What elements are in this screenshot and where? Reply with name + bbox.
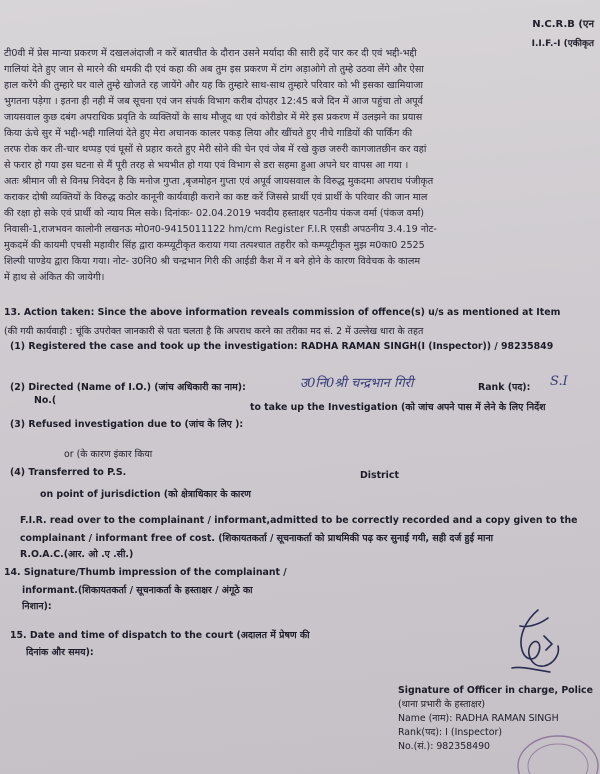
body-line: अतः श्रीमान जी से विनम्र निवेदन है कि मनोज गुप्ता ,बृजमोहन गुप्ता एवं अपूर्व जायसवाल के विरुद्ध मुकदमा अपराध पंजीकृत xyxy=(4,176,434,187)
rank-label: Rank (पद): xyxy=(478,382,531,393)
dispatch-line2: दिनांक और समय): xyxy=(26,647,94,658)
body-line: से फरार हो गया इस घटना से मैं पूरी तरह से भयभीत हो गया एवं विभाग से डरा सहमा हुआ अपने घर वापस आ गया । xyxy=(4,160,409,171)
io-name-handwritten: उ0नि0श्री चन्द्रभान गिरी xyxy=(300,376,414,391)
seal-stamp-icon xyxy=(510,720,600,774)
officer-name: Name (नाम): RADHA RAMAN SINGH xyxy=(398,713,559,724)
body-line: की रक्षा हो सके एवं प्रार्थी को न्याय मिल सके। दिनांकः- 02.04.2019 भवदीय हस्ताक्षर पठनीय पंकज वर्मा (पंकज वर्मा) xyxy=(4,208,424,219)
officer-rank: Rank(पद): I (Inspector) xyxy=(398,727,502,738)
signature-item-line1: 14. Signature/Thumb impression of the complainant / xyxy=(4,567,287,578)
body-line: कराकर दोषी व्यक्तियों के विरुद्ध कठोर कानूनी कार्यवाही कराने का कष्ट करें जिससे प्रार्थी एवं प्रार्थी के परिवार की जान माल xyxy=(4,192,428,203)
body-line: जायसवाल कुछ दबंग अपराधिक प्रवृति के व्यक्तियों के साथ मौजूद था एवं कोरीडोर में मेरे इस प्रकरण में उलझने का प्रयास xyxy=(4,112,423,123)
body-line: मुकदमें की कायमी एचसी महावीर सिंह द्वारा कम्प्यूटीकृत कराया गया तत्पश्चात तहरीर को कम्प्यूटीकृत मुझ म0का0 2525 xyxy=(4,240,425,251)
officer-signature-image xyxy=(500,606,570,678)
jurisdiction: on point of jurisdiction (को क्षेत्राधिकार के कारण xyxy=(40,489,251,500)
action-taken-hindi: (की गयी कार्यवाही : चूंकि उपरोक्त जानकारी से पता चलता है कि अपराध करने का तरीका मद सं. 2 में उल्लेख धारा के तहत xyxy=(4,326,424,337)
directed-label: (2) Directed (Name of I.O.) (जांच अधिकारी का नाम): xyxy=(10,382,246,393)
body-line: हाल करेंगे की तुम्हारे घर वाले तुम्हे खोजते रह जायेंगे और यह कि तुम्हारे साथ-साथ तुम्हारे परिवार को भी इसका खामियाजा xyxy=(4,80,423,91)
form-code: I.I.F.-I (एकीकृत xyxy=(531,39,594,49)
body-line: टी0वी में प्रेस मान्या प्रकरण में दखलअंदाजी न करें बातचीत के दौरान उसने मर्यादा की सारी हदें पार कर दी एवं भद्दी-भद्दी xyxy=(4,48,417,59)
body-line: निवासी-1,राजभवन कालोनी लखनऊ मो0न0-9415011122 hm/cm Register F.I.R एसडी अपठनीय 3.4.19 नोट- xyxy=(4,224,437,235)
officer-title-hindi: (थाना प्रभारी के हस्ताक्षर) xyxy=(398,699,486,710)
fir-read-line2: complainant / informant free of cost. (शिकायतकर्ता / सूचनाकर्ता को प्राथमिकी पढ़ कर सुनाई गयी, सही दर्ज हुई माना xyxy=(20,533,494,544)
body-line: गालियां देते हुए जान से मारने की धमकी दी एवं कहा की अब तुम इस प्रकरण में टांग अड़ाओगे तो तुम्हे उठवा लेंगे और ऐसा xyxy=(4,64,424,75)
officer-title: Signature of Officer in charge, Police xyxy=(398,685,593,696)
refused-reason: or (के कारण इंकार किया xyxy=(64,449,153,460)
dispatch-line1: 15. Date and time of dispatch to the court (अदालत में प्रेषण की xyxy=(10,630,310,641)
rank-handwritten: S.I xyxy=(550,374,568,389)
transferred-ps: (4) Transferred to P.S. xyxy=(10,467,127,478)
officer-number: No.(सं.): 982358490 xyxy=(398,741,491,752)
roac: R.O.A.C.(आर. ओ .ए .सी.) xyxy=(20,549,134,560)
ncrb-title: N.C.R.B (एन xyxy=(532,19,594,30)
body-line: शिल्पी पाण्डेय द्वारा किया गया। नोट- उ0नि0 श्री चन्द्रभान गिरी की आईडी कैश में न बने होने के कारण विवेचक के कालम xyxy=(4,256,421,267)
body-line: तरफ रोक कर ती-चार थप्पड़ एवं घूसों से प्रहार करते हुए मेरी सोने की चेन एवं जेब में रखे कुछ जरुरी कागजातछीन कर वहां xyxy=(4,144,427,155)
signature-item-line3: निशान): xyxy=(22,601,52,612)
refused-investigation: (3) Refused investigation due to (जांच के लिए ): xyxy=(10,419,244,430)
body-line: भुगतना पड़ेगा । इतना ही नही में जब सूचना एवं जन संपर्क विभाग करीब दोपहर 12:45 बजे दिन में आज पहुंचा तो अपूर्व xyxy=(4,96,423,107)
complaint-body xyxy=(4,46,600,286)
body-line: किया ऊंचे सुर में भद्दी-भद्दी गालियां देते हुए मेरा अचानक कालर पकड़ लिया और खींचते हुए नीचे गाडियों की पार्किंग की xyxy=(4,128,413,139)
registered-case: (1) Registered the case and took up the investigation: RADHA RAMAN SINGH(I (Inspector)) / 98235849 xyxy=(10,341,554,352)
district-label: District xyxy=(360,470,399,481)
take-up-investigation: to take up the Investigation (को जांच अपने पास में लेने के लिए निर्देश xyxy=(250,402,546,413)
action-taken-heading: 13. Action taken: Since the above information reveals commission of offence(s) u/s as mentioned at Item xyxy=(4,307,561,318)
io-no-label: No.( xyxy=(34,395,57,406)
fir-read-line1: F.I.R. read over to the complainant / informant,admitted to be correctly recorded and a copy given to the xyxy=(20,515,578,526)
signature-item-line2: informant.(शिकायतकर्ता / सूचनाकर्ता के हस्ताक्षर / अंगूठे का xyxy=(22,585,253,596)
body-line: में हाथ से अंकित की जायेगी। xyxy=(4,272,105,283)
